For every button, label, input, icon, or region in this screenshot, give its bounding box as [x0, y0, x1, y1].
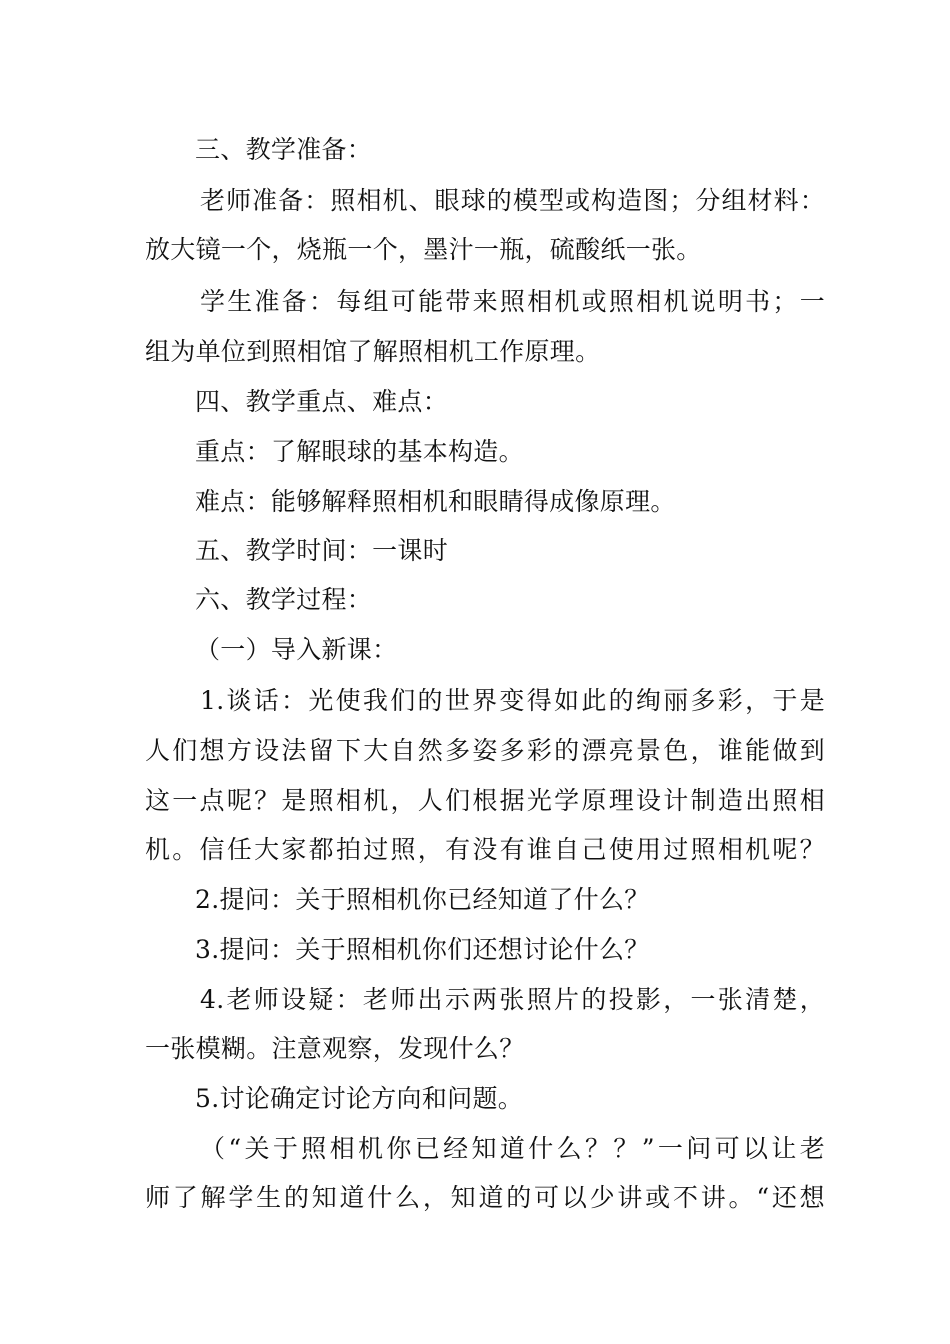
paragraph-line: 师了解学生的知道什么，知道的可以少讲或不讲。“还想	[145, 1183, 825, 1212]
paragraph-line: 老师准备：照相机、眼球的模型或构造图；分组材料：	[200, 186, 825, 215]
paragraph-line: 放大镜一个，烧瓶一个，墨汁一瓶，硫酸纸一张。	[145, 235, 702, 264]
subsection-heading-intro: （一）导入新课：	[195, 635, 398, 664]
paragraph-line: 一张模糊。注意观察，发现什么？	[145, 1034, 525, 1063]
section-heading-preparation: 三、教学准备：	[195, 135, 373, 164]
paragraph-line: 5.讨论确定讨论方向和问题。	[195, 1084, 524, 1113]
section-heading-process: 六、教学过程：	[195, 585, 373, 614]
paragraph-line: 学生准备：每组可能带来照相机或照相机说明书；一	[200, 287, 825, 316]
section-heading-time: 五、教学时间：一课时	[195, 536, 449, 565]
section-heading-key-points: 四、教学重点、难点：	[195, 387, 449, 416]
paragraph-line: 这一点呢？是照相机，人们根据光学原理设计制造出照相	[145, 786, 825, 815]
paragraph-line: 4.老师设疑：老师出示两张照片的投影，一张清楚，	[200, 985, 825, 1014]
paragraph-line: 2.提问：关于照相机你已经知道了什么？	[195, 885, 650, 914]
paragraph-line: 组为单位到照相馆了解照相机工作原理。	[145, 337, 601, 366]
paragraph-line: （“关于照相机你已经知道什么？？”一问可以让老	[200, 1134, 825, 1163]
paragraph-line: 人们想方设法留下大自然多姿多彩的漂亮景色，谁能做到	[145, 736, 825, 765]
paragraph-line: 3.提问：关于照相机你们还想讨论什么？	[195, 935, 650, 964]
paragraph-line: 机。信任大家都拍过照，有没有谁自己使用过照相机呢？	[145, 835, 825, 864]
paragraph-line: 难点：能够解释照相机和眼睛得成像原理。	[195, 487, 676, 516]
paragraph-line: 重点：了解眼球的基本构造。	[195, 437, 524, 466]
paragraph-line: 1.谈话：光使我们的世界变得如此的绚丽多彩，于是	[200, 686, 825, 715]
